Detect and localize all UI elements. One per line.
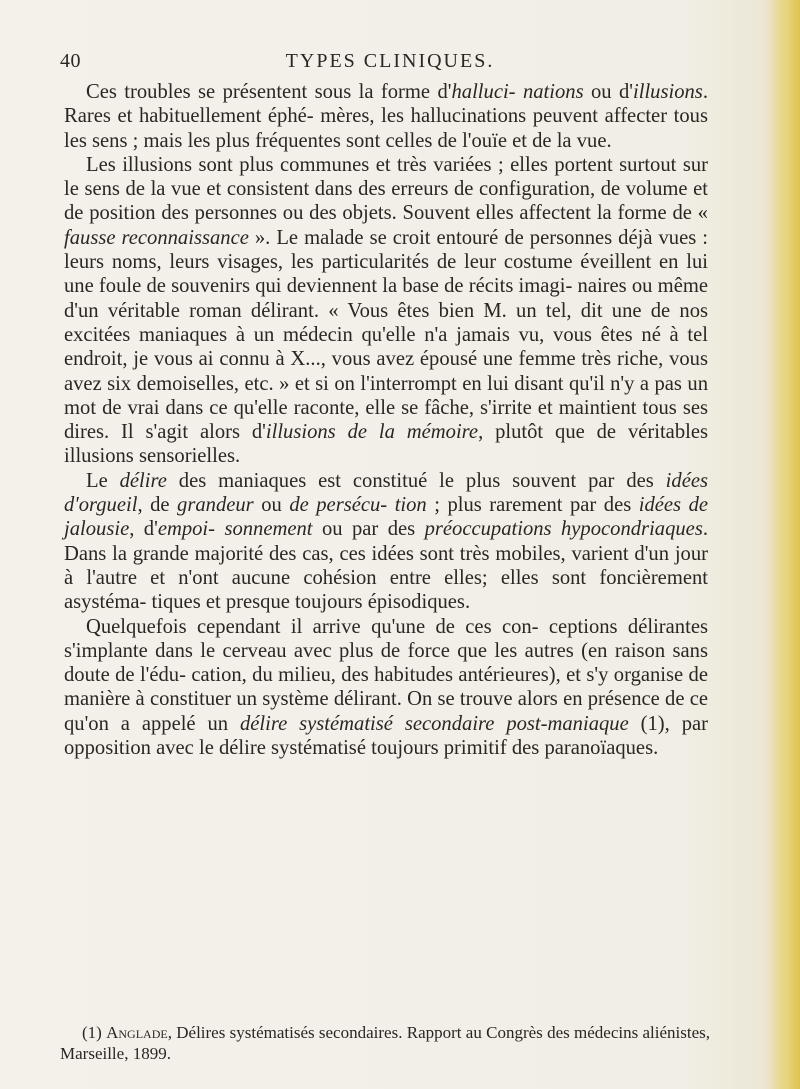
paragraph-1: Ces troubles se présentent sous la forme d'halluci- nations ou d'illusions. Rares et habituellement éphé- mères, les hallucinations peuvent affecter tous les sens ; mais les plus fréquentes sont celles de l'ouïe et de la vue.	[64, 81, 708, 152]
page-number: 40	[60, 50, 81, 72]
footnote-author: Anglade	[106, 1023, 168, 1042]
footnote-citation: , Délires systématisés secondaires. Rapport au Congrès des médecins aliénistes, Marseille, 1899.	[60, 1023, 711, 1063]
page-header	[60, 50, 720, 78]
footnote-marker: (1)	[82, 1023, 107, 1042]
body-text	[64, 80, 708, 760]
footnote-text	[60, 1022, 710, 1064]
paragraph-3: Le délire des maniaques est constitué le plus souvent par des idées d'orgueil, de grandeur ou de persécu- tion ; plus rarement par des idées de jalousie, d'empoi- sonnement ou par des préoccupations hypocondriaques. Dans la grande majorité des cas, ces idées sont très mobiles, varient d'un jour à l'autre et n'ont aucune cohésion entre elles; elles sont foncièrement asystéma- tiques et presque toujours épisodiques.	[64, 469, 709, 614]
paragraph-2: Les illusions sont plus communes et très variées ; elles portent surtout sur le sens de la vue et consistent dans des erreurs de configuration, de volume et de position des personnes ou des objets. Souvent elles affectent la forme de « fausse reconnaissance ». Le malade se croit entouré de personnes déjà vues : leurs noms, leurs visages, les particularités de leur costume éveillent en lui une foule de souvenirs qui deviennent la base de récits imagi- naires ou même d'un véritable roman délirant. « Vous êtes bien M. un tel, dit une de nos excitées maniaques à un médecin qu'elle n'a jamais vu, vous êtes né à tel endroit, je vous ai connu à X..., vous avez épousé une femme très riche, vous avez six demoiselles, etc. » et si on l'interrompt en lui disant qu'il n'y a pas un mot de vrai dans ce qu'elle raconte, elle se fâche, s'irrite et maintient tous ses dires. Il s'agit alors d'illusions de la mémoire, plutôt que de véritables illusions sensorielles.	[64, 153, 709, 468]
paragraph-4: Quelquefois cependant il arrive qu'une de ces con- ceptions délirantes s'implante dans le cerveau avec plus de force que les autres (en raison sans doute de l'édu- cation, du milieu, des habitudes antérieures), et s'y organise de manière à constituer un système délirant. On se trouve alors en présence de ce qu'on a appelé un délire systématisé secondaire post-maniaque (1), par opposition avec le délire systématisé toujours primitif des paranoïaques.	[64, 615, 708, 760]
footnote	[60, 1022, 710, 1064]
page-edge-discoloration	[768, 0, 800, 1089]
running-title: TYPES CLINIQUES.	[285, 50, 495, 72]
